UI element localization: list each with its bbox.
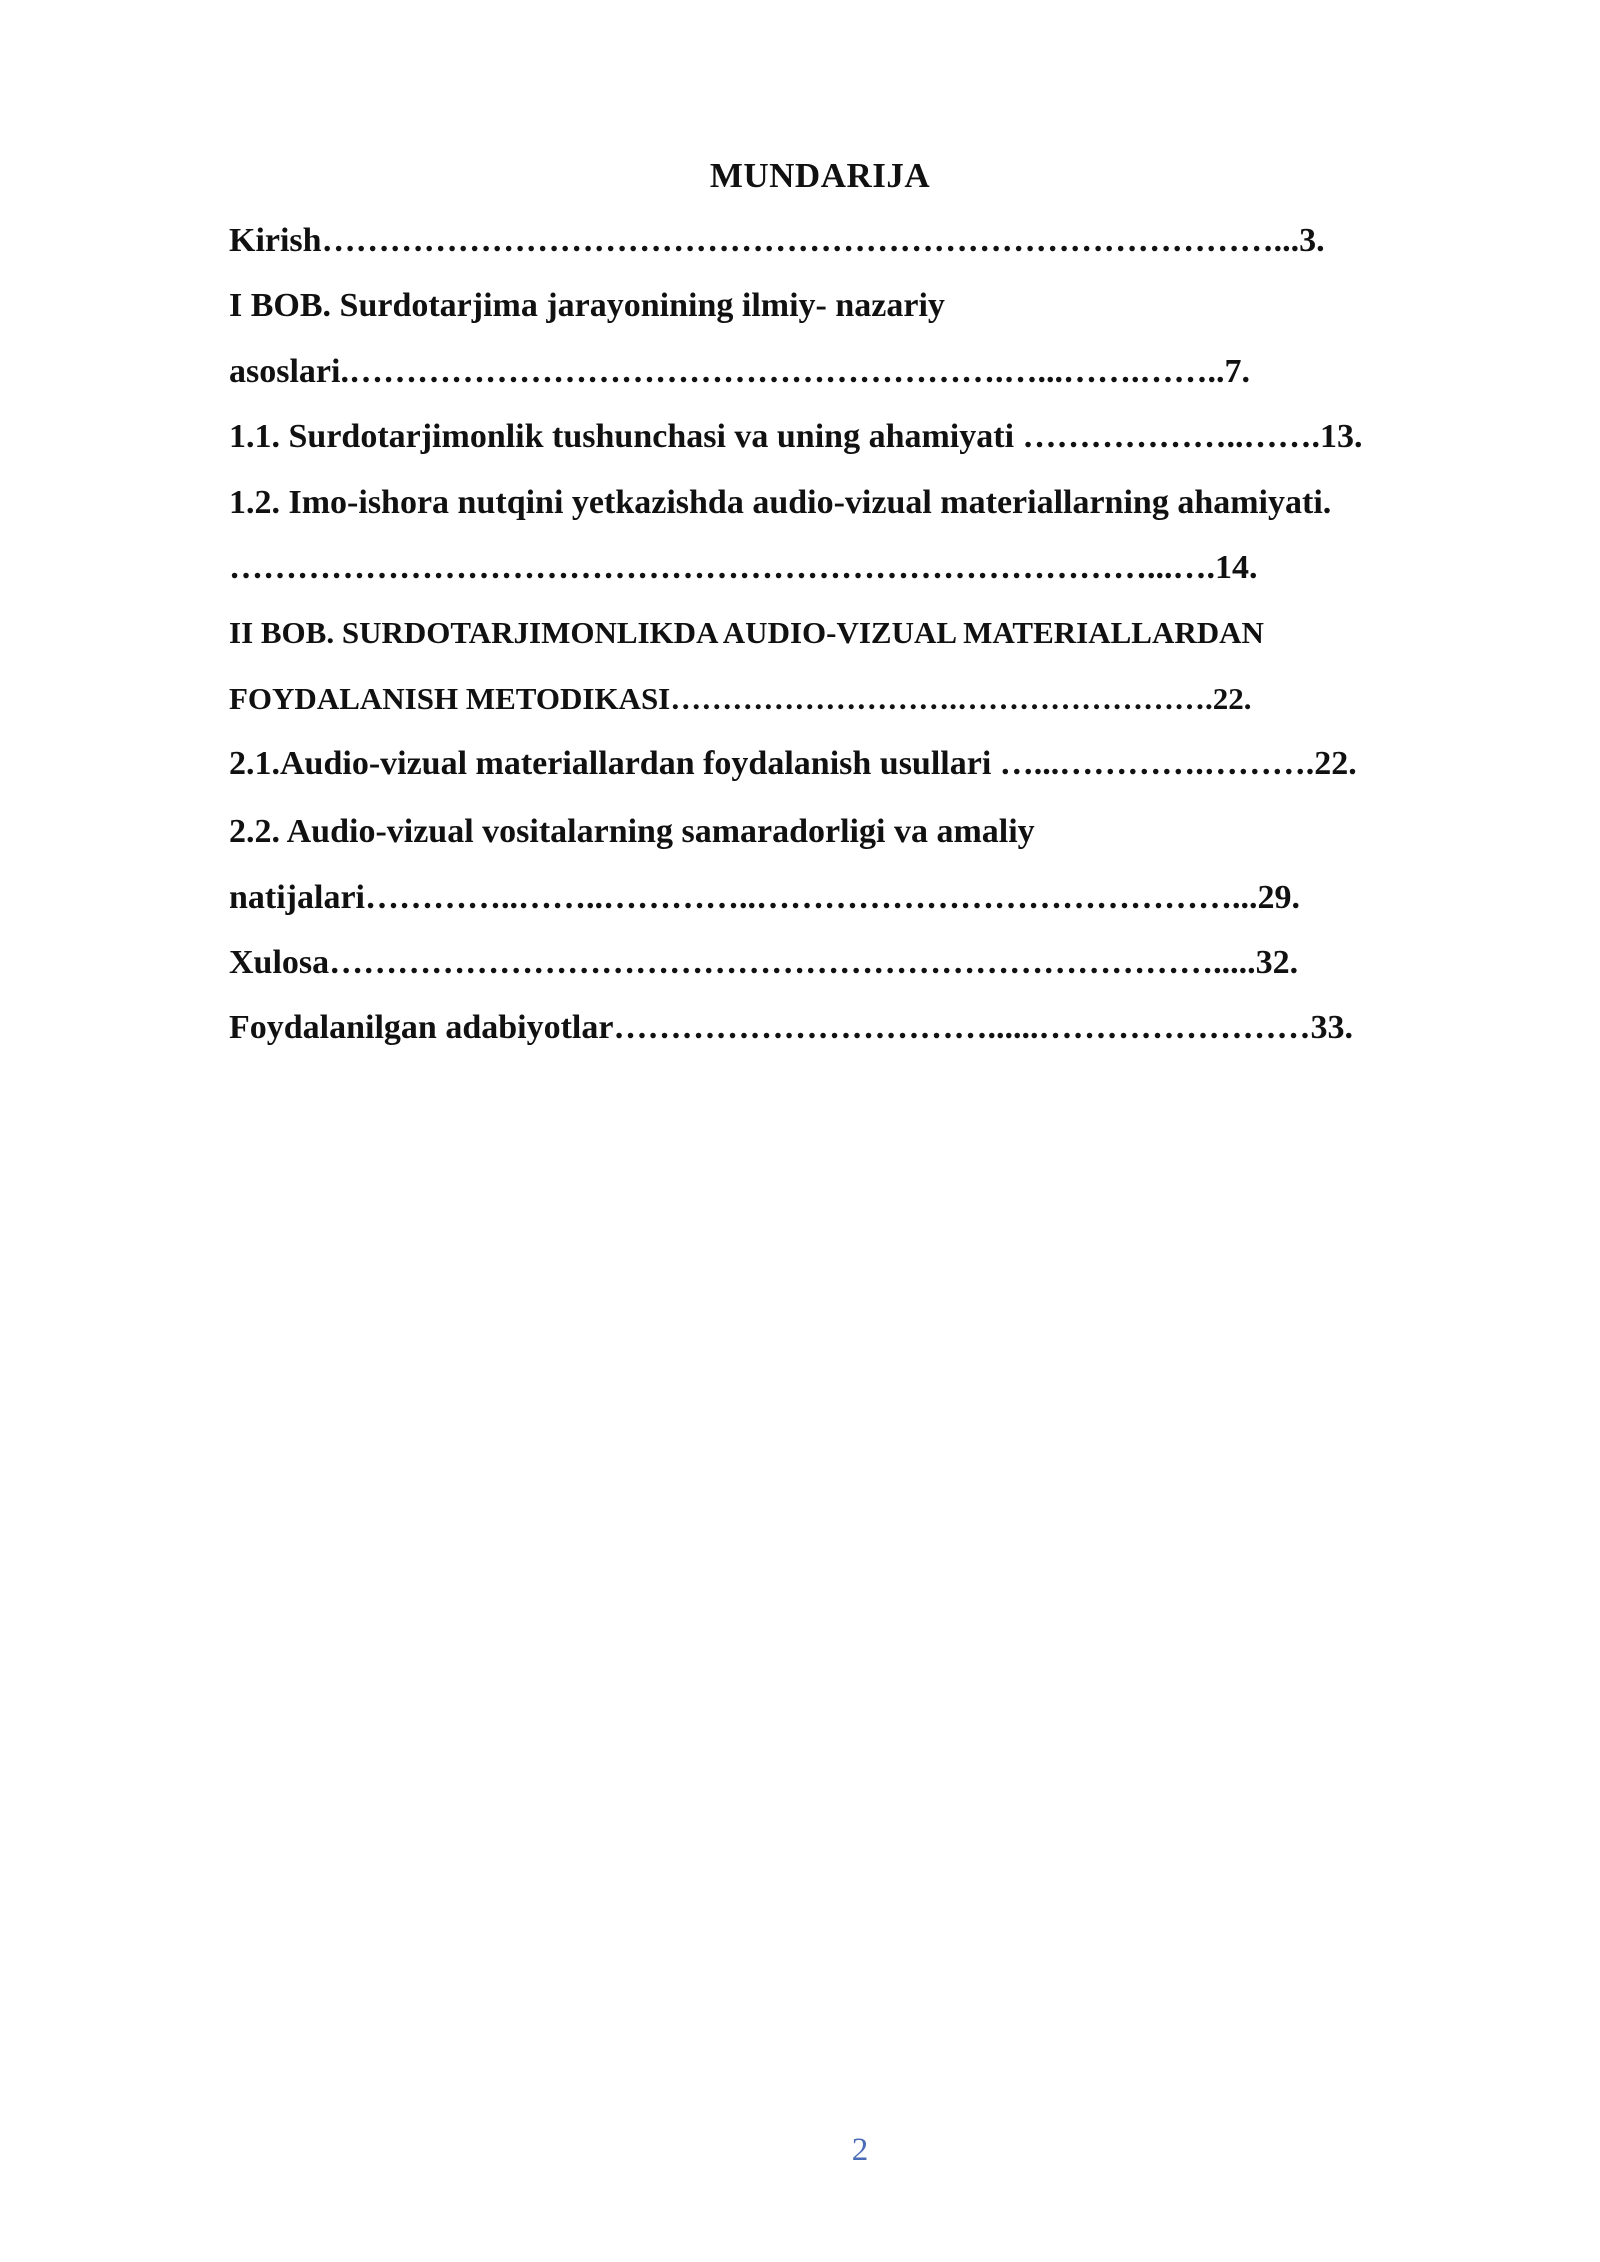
toc-entry-1-1[interactable]: 1.1. Surdotarjimonlik tushunchasi va uning ahamiyati ………………..…….13. [229,418,1363,456]
toc-chapter-2-heading-cont[interactable]: FOYDALANISH METODIKASI……………………….…………………….22. [229,680,1252,716]
toc-title: MUNDARIJA [709,156,931,195]
toc-entry-kirish[interactable]: Kirish…………………………………………………………………………...3. [229,222,1325,259]
toc-chapter-1-heading[interactable]: I BOB. Surdotarjima jarayonining ilmiy- nazariy [229,287,945,325]
toc-entry-2-1[interactable]: 2.1.Audio-vizual materiallardan foydalanish usullari …...………….……….22. [229,745,1357,783]
toc-entry-1-2-cont[interactable]: ………………………………………………………………………...….14. [229,548,1258,586]
toc-entry-1-2[interactable]: 1.2. Imo-ishora nutqini yetkazishda audio-vizual materiallarning ahamiyati. [229,483,1332,521]
toc-chapter-2-heading[interactable]: II BOB. SURDOTARJIMONLIKDA AUDIO-VIZUAL MATERIALLARDAN [229,615,1264,651]
table-of-contents [229,217,1489,1070]
toc-entry-2-2[interactable]: 2.2. Audio-vizual vositalarning samaradorligi va amaliy [229,813,1035,851]
toc-entry-2-2-cont[interactable]: natijalari…………..……..…………..……………………………………...29. [229,878,1300,916]
page-number: 2 [851,2132,869,2168]
toc-chapter-1-heading-cont[interactable]: asoslari.………………………………………………….…...…….……..7. [229,352,1250,390]
toc-entry-adabiyotlar[interactable]: Foydalanilgan adabiyotlar……………………………......……………………33. [229,1009,1353,1047]
toc-entry-xulosa[interactable]: Xulosa…………………………………………………………………….....32. [229,943,1299,981]
